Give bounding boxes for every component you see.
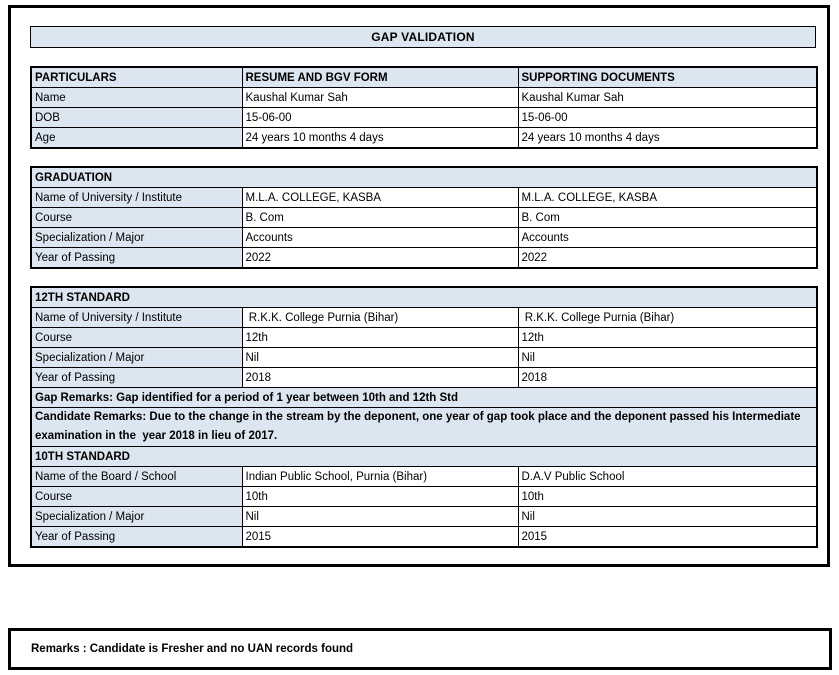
tenth-year-supporting-value: 2015 bbox=[518, 527, 817, 548]
table-row-10th-school bbox=[31, 467, 817, 487]
tenth-school-resume-value: Indian Public School, Purnia (Bihar) bbox=[242, 467, 518, 487]
twelfth-section-row bbox=[31, 287, 817, 308]
row-label-grad-year: Year of Passing bbox=[31, 248, 242, 269]
tenth-course-resume-value: 10th bbox=[242, 487, 518, 507]
tenth-specialization-resume-value: Nil bbox=[242, 507, 518, 527]
row-label-10th-school: Name of the Board / School bbox=[31, 467, 242, 487]
document-title: GAP VALIDATION bbox=[371, 30, 475, 44]
row-label-10th-year: Year of Passing bbox=[31, 527, 242, 548]
graduation-section-header: GRADUATION bbox=[31, 167, 817, 188]
twelfth-institute-supporting-value: R.K.K. College Purnia (Bihar) bbox=[518, 308, 817, 328]
footer-remarks-box bbox=[8, 628, 832, 670]
tenth-school-supporting-value: D.A.V Public School bbox=[518, 467, 817, 487]
table-row-12th-course bbox=[31, 328, 817, 348]
grad-course-supporting-value: B. Com bbox=[518, 208, 817, 228]
row-label-age: Age bbox=[31, 128, 242, 149]
table-row-10th-year bbox=[31, 527, 817, 548]
row-label-dob: DOB bbox=[31, 108, 242, 128]
table-row-12th-specialization bbox=[31, 348, 817, 368]
col-header-particulars: PARTICULARS bbox=[31, 67, 242, 88]
row-label-grad-institute: Name of University / Institute bbox=[31, 188, 242, 208]
row-label-12th-specialization: Specialization / Major bbox=[31, 348, 242, 368]
grad-institute-resume-value: M.L.A. COLLEGE, KASBA bbox=[242, 188, 518, 208]
grad-course-resume-value: B. Com bbox=[242, 208, 518, 228]
tenth-specialization-supporting-value: Nil bbox=[518, 507, 817, 527]
grad-year-supporting-value: 2022 bbox=[518, 248, 817, 269]
twelfth-course-supporting-value: 12th bbox=[518, 328, 817, 348]
grad-year-resume-value: 2022 bbox=[242, 248, 518, 269]
table-row-dob bbox=[31, 108, 817, 128]
graduation-section-row bbox=[31, 167, 817, 188]
table-row-grad-institute bbox=[31, 188, 817, 208]
twelfth-year-resume-value: 2018 bbox=[242, 368, 518, 388]
candidate-remarks-row bbox=[31, 408, 817, 447]
table-row-grad-specialization bbox=[31, 228, 817, 248]
col-header-supporting-docs: SUPPORTING DOCUMENTS bbox=[518, 67, 817, 88]
name-supporting-value: Kaushal Kumar Sah bbox=[518, 88, 817, 108]
table-row-age bbox=[31, 128, 817, 149]
row-label-10th-course: Course bbox=[31, 487, 242, 507]
tenth-section-header: 10TH STANDARD bbox=[31, 447, 817, 467]
row-label-12th-course: Course bbox=[31, 328, 242, 348]
school-education-table bbox=[30, 286, 818, 548]
twelfth-institute-resume-value: R.K.K. College Purnia (Bihar) bbox=[242, 308, 518, 328]
twelfth-specialization-supporting-value: Nil bbox=[518, 348, 817, 368]
twelfth-section-header: 12TH STANDARD bbox=[31, 287, 817, 308]
row-label-12th-institute: Name of University / Institute bbox=[31, 308, 242, 328]
table-row-grad-course bbox=[31, 208, 817, 228]
row-label-12th-year: Year of Passing bbox=[31, 368, 242, 388]
table-row-12th-institute bbox=[31, 308, 817, 328]
candidate-remarks-text: Candidate Remarks: Due to the change in the stream by the deponent, one year of gap took place and the deponent passed his Intermediate examination in the year 2018 in lieu of 2017. bbox=[31, 408, 817, 447]
particulars-header-row bbox=[31, 67, 817, 88]
footer-remarks-text: Remarks : Candidate is Fresher and no UAN records found bbox=[31, 643, 354, 655]
row-label-grad-course: Course bbox=[31, 208, 242, 228]
col-header-resume-bgv: RESUME AND BGV FORM bbox=[242, 67, 518, 88]
grad-specialization-resume-value: Accounts bbox=[242, 228, 518, 248]
tenth-year-resume-value: 2015 bbox=[242, 527, 518, 548]
grad-institute-supporting-value: M.L.A. COLLEGE, KASBA bbox=[518, 188, 817, 208]
gap-remarks-text: Gap Remarks: Gap identified for a period of 1 year between 10th and 12th Std bbox=[31, 388, 817, 408]
table-row-grad-year bbox=[31, 248, 817, 269]
dob-resume-value: 15-06-00 bbox=[242, 108, 518, 128]
table-row-12th-year bbox=[31, 368, 817, 388]
document-title-bar bbox=[30, 26, 816, 48]
twelfth-course-resume-value: 12th bbox=[242, 328, 518, 348]
age-supporting-value: 24 years 10 months 4 days bbox=[518, 128, 817, 149]
table-row-name bbox=[31, 88, 817, 108]
tenth-course-supporting-value: 10th bbox=[518, 487, 817, 507]
twelfth-year-supporting-value: 2018 bbox=[518, 368, 817, 388]
row-label-10th-specialization: Specialization / Major bbox=[31, 507, 242, 527]
gap-validation-document bbox=[8, 5, 830, 567]
dob-supporting-value: 15-06-00 bbox=[518, 108, 817, 128]
table-row-10th-course bbox=[31, 487, 817, 507]
tenth-section-row bbox=[31, 447, 817, 467]
name-resume-value: Kaushal Kumar Sah bbox=[242, 88, 518, 108]
row-label-grad-specialization: Specialization / Major bbox=[31, 228, 242, 248]
gap-remarks-row bbox=[31, 388, 817, 408]
grad-specialization-supporting-value: Accounts bbox=[518, 228, 817, 248]
row-label-name: Name bbox=[31, 88, 242, 108]
graduation-table bbox=[30, 166, 818, 269]
particulars-table bbox=[30, 66, 818, 149]
age-resume-value: 24 years 10 months 4 days bbox=[242, 128, 518, 149]
table-row-10th-specialization bbox=[31, 507, 817, 527]
twelfth-specialization-resume-value: Nil bbox=[242, 348, 518, 368]
